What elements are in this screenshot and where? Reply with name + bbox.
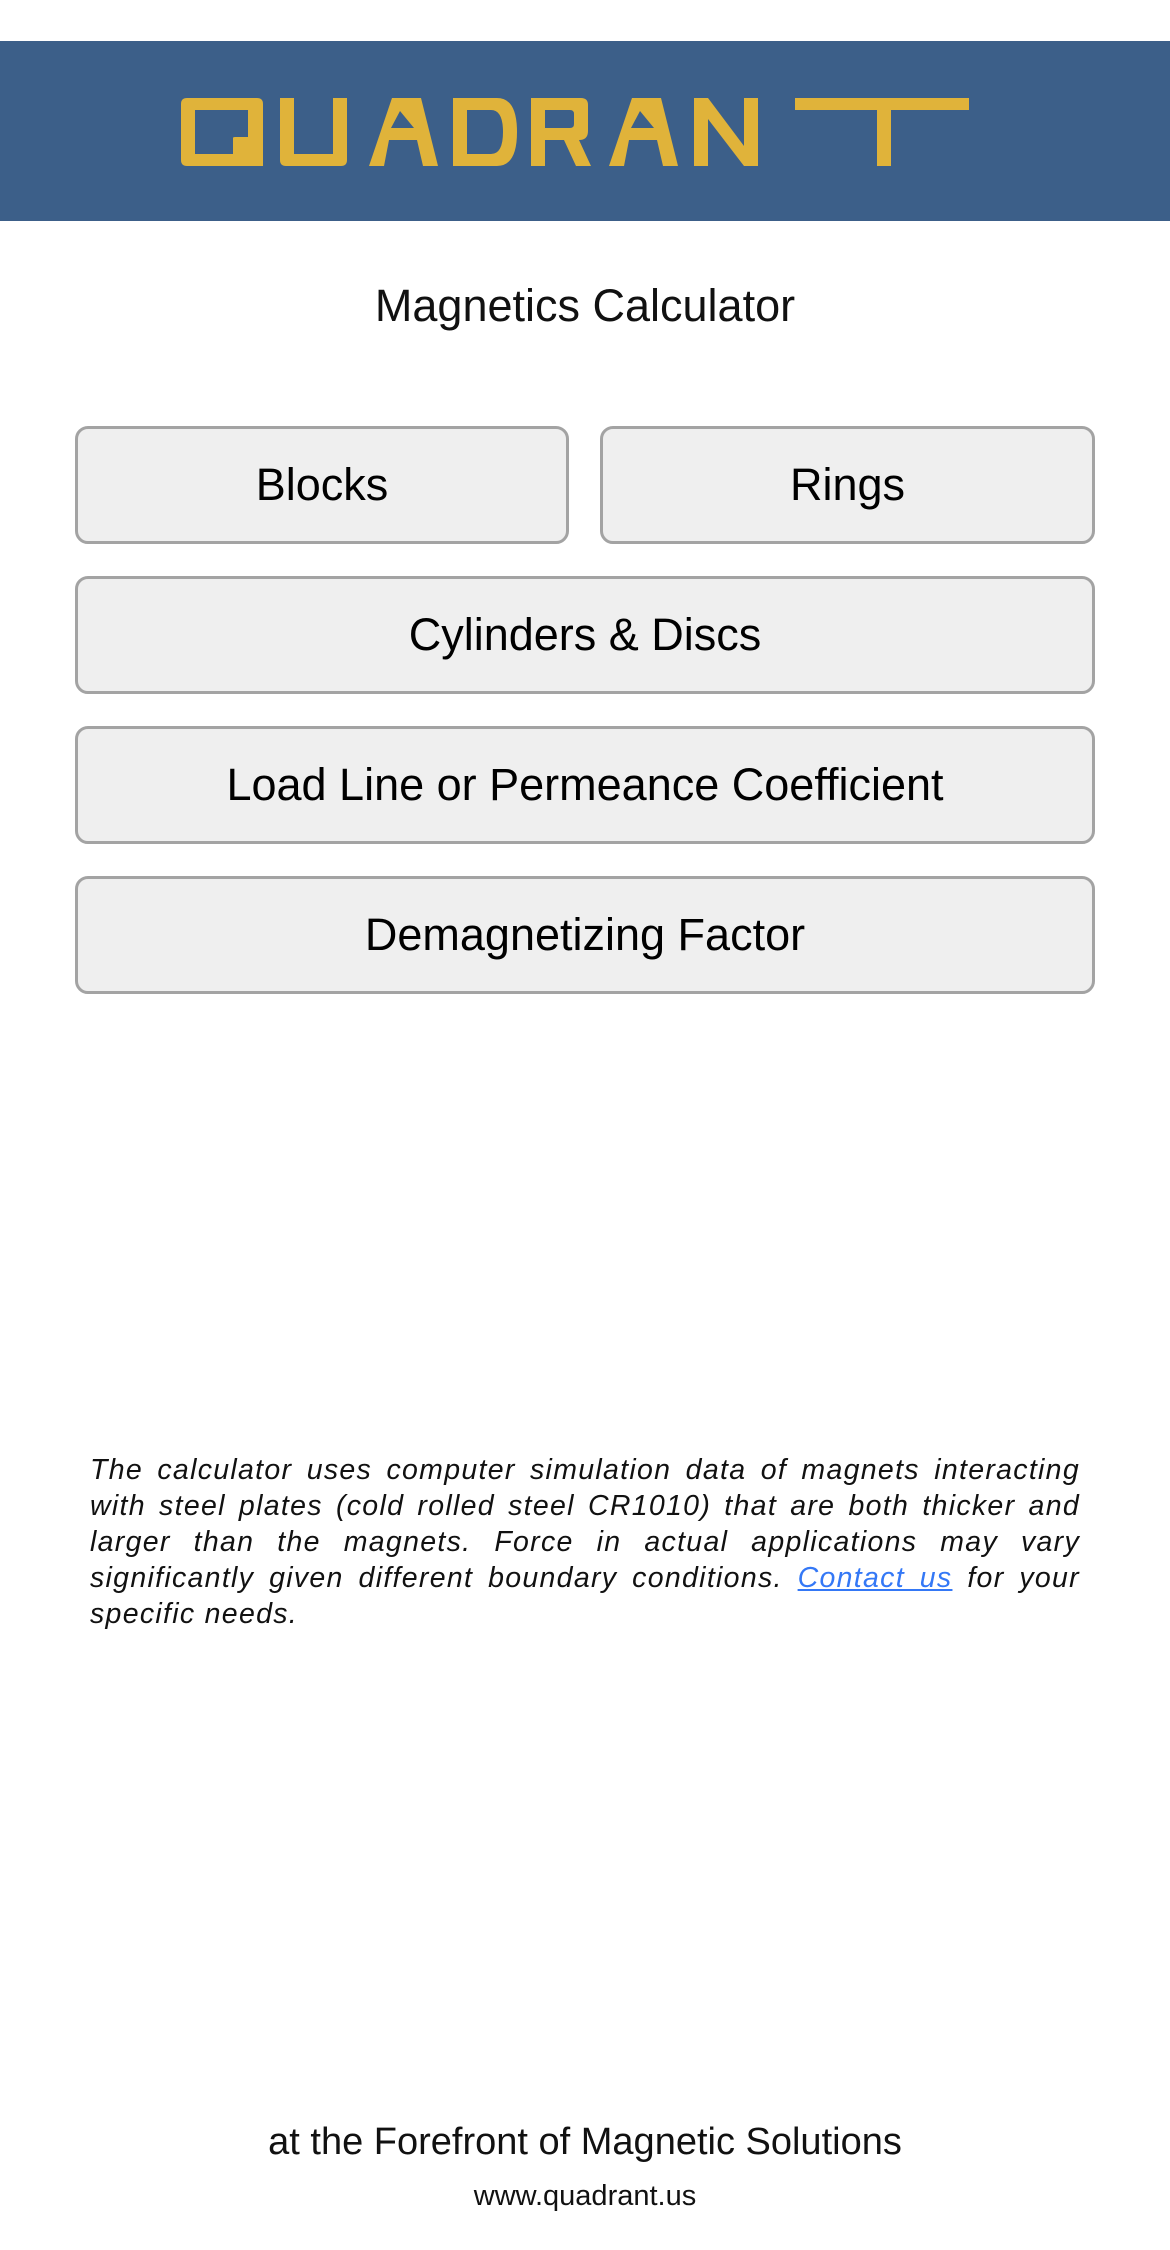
page-title: Magnetics Calculator [374,280,796,331]
contact-us-link[interactable]: Contact us [797,1562,953,1594]
cylinders-discs-button-label: Cylinders & Discs [408,609,762,660]
blocks-button[interactable] [75,426,569,544]
cylinders-discs-button[interactable] [75,576,1095,694]
quadrant-logo [181,98,987,166]
header-banner [0,41,1170,221]
footer-tagline: at the Forefront of Magnetic Solutions [268,2121,902,2163]
demagnetizing-factor-button[interactable] [75,876,1095,994]
blocks-button-label: Blocks [255,459,389,510]
disclaimer-text [90,1452,1080,1632]
load-line-button[interactable] [75,726,1095,844]
footer-url: www.quadrant.us [473,2180,697,2212]
rings-button[interactable] [600,426,1095,544]
disclaimer-suffix: for your specific needs. [90,1562,1080,1630]
rings-button-label: Rings [789,459,906,510]
disclaimer-body: The calculator uses computer simulation data of magnets interacting with steel plates (cold rolled steel CR1010) that are both thicker and larger than the magnets. Force in actual applications may vary significantly given different boundary conditions. [90,1454,1080,1594]
demagnetizing-factor-button-label: Demagnetizing Factor [364,909,806,960]
load-line-button-label: Load Line or Permeance Coefficient [226,759,944,810]
